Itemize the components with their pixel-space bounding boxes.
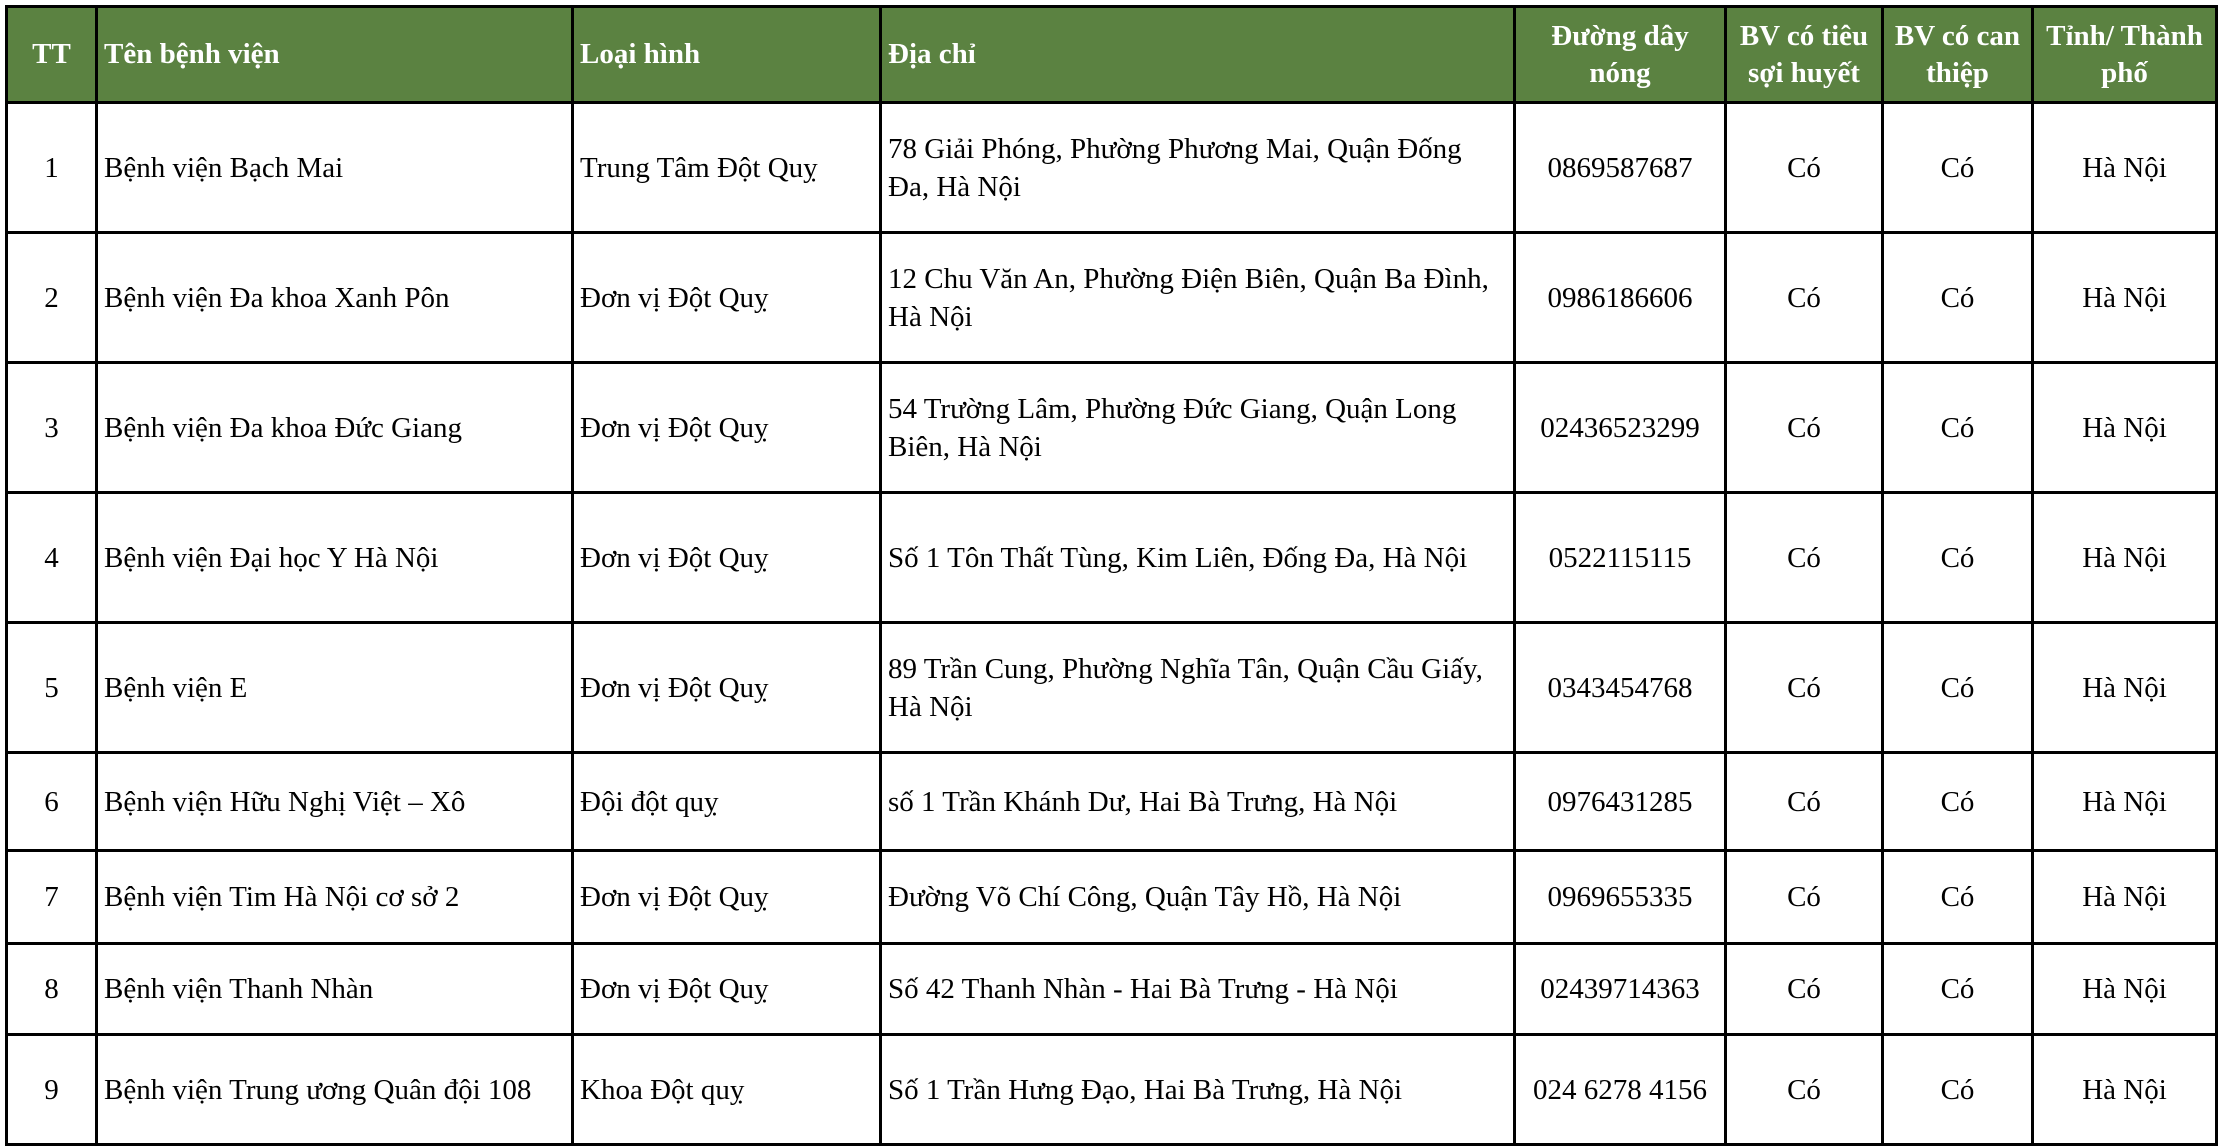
cell-address: 89 Trần Cung, Phường Nghĩa Tân, Quận Cầu Giấy, Hà Nội (881, 623, 1515, 753)
cell-type: Đơn vị Đột Quỵ (573, 233, 881, 363)
cell-name: Bệnh viện Trung ương Quân đội 108 (97, 1035, 573, 1145)
cell-thrombolysis: Có (1726, 944, 1883, 1035)
header-row (7, 7, 2217, 103)
cell-name: Bệnh viện Hữu Nghị Việt – Xô (97, 753, 573, 851)
cell-province: Hà Nội (2033, 851, 2217, 944)
cell-thrombolysis: Có (1726, 753, 1883, 851)
cell-hotline: 02439714363 (1515, 944, 1726, 1035)
cell-type: Đơn vị Đột Quỵ (573, 363, 881, 493)
cell-type: Trung Tâm Đột Quỵ (573, 103, 881, 233)
cell-name: Bệnh viện Đa khoa Đức Giang (97, 363, 573, 493)
cell-name: Bệnh viện Tim Hà Nội cơ sở 2 (97, 851, 573, 944)
cell-name: Bệnh viện E (97, 623, 573, 753)
cell-intervention: Có (1883, 1035, 2033, 1145)
cell-intervention: Có (1883, 944, 2033, 1035)
cell-type: Đơn vị Đột Quỵ (573, 851, 881, 944)
cell-province: Hà Nội (2033, 493, 2217, 623)
cell-address: Đường Võ Chí Công, Quận Tây Hồ, Hà Nội (881, 851, 1515, 944)
cell-tt: 9 (7, 1035, 97, 1145)
cell-address: Số 1 Tôn Thất Tùng, Kim Liên, Đống Đa, Hà Nội (881, 493, 1515, 623)
cell-intervention: Có (1883, 363, 2033, 493)
cell-province: Hà Nội (2033, 753, 2217, 851)
cell-type: Đội đột quỵ (573, 753, 881, 851)
header-type: Loại hình (573, 7, 881, 103)
cell-intervention: Có (1883, 233, 2033, 363)
cell-tt: 7 (7, 851, 97, 944)
cell-thrombolysis: Có (1726, 623, 1883, 753)
table-row (7, 493, 2217, 623)
cell-address: Số 42 Thanh Nhàn - Hai Bà Trưng - Hà Nội (881, 944, 1515, 1035)
cell-hotline: 024 6278 4156 (1515, 1035, 1726, 1145)
cell-province: Hà Nội (2033, 623, 2217, 753)
table-row (7, 233, 2217, 363)
cell-intervention: Có (1883, 753, 2033, 851)
header-name: Tên bệnh viện (97, 7, 573, 103)
cell-address: 12 Chu Văn An, Phường Điện Biên, Quận Ba Đình, Hà Nội (881, 233, 1515, 363)
header-address: Địa chỉ (881, 7, 1515, 103)
cell-intervention: Có (1883, 851, 2033, 944)
cell-thrombolysis: Có (1726, 851, 1883, 944)
table-row (7, 363, 2217, 493)
cell-hotline: 0522115115 (1515, 493, 1726, 623)
cell-thrombolysis: Có (1726, 233, 1883, 363)
cell-address: 54 Trường Lâm, Phường Đức Giang, Quận Long Biên, Hà Nội (881, 363, 1515, 493)
cell-province: Hà Nội (2033, 1035, 2217, 1145)
cell-name: Bệnh viện Đại học Y Hà Nội (97, 493, 573, 623)
table-header (7, 7, 2217, 103)
cell-province: Hà Nội (2033, 233, 2217, 363)
cell-intervention: Có (1883, 103, 2033, 233)
cell-tt: 8 (7, 944, 97, 1035)
table-row (7, 944, 2217, 1035)
cell-hotline: 0869587687 (1515, 103, 1726, 233)
cell-tt: 5 (7, 623, 97, 753)
cell-tt: 6 (7, 753, 97, 851)
header-tt: TT (7, 7, 97, 103)
cell-hotline: 0969655335 (1515, 851, 1726, 944)
cell-intervention: Có (1883, 493, 2033, 623)
cell-tt: 4 (7, 493, 97, 623)
cell-address: số 1 Trần Khánh Dư, Hai Bà Trưng, Hà Nội (881, 753, 1515, 851)
cell-province: Hà Nội (2033, 363, 2217, 493)
cell-province: Hà Nội (2033, 944, 2217, 1035)
hospital-table (5, 5, 2218, 1146)
cell-type: Đơn vị Đột Quỵ (573, 623, 881, 753)
cell-type: Khoa Đột quỵ (573, 1035, 881, 1145)
cell-name: Bệnh viện Đa khoa Xanh Pôn (97, 233, 573, 363)
cell-thrombolysis: Có (1726, 1035, 1883, 1145)
table-row (7, 103, 2217, 233)
cell-intervention: Có (1883, 623, 2033, 753)
table-body (7, 103, 2217, 1145)
cell-tt: 1 (7, 103, 97, 233)
table-row (7, 753, 2217, 851)
header-thrombolysis: BV có tiêu sợi huyết (1726, 7, 1883, 103)
table-row (7, 623, 2217, 753)
cell-thrombolysis: Có (1726, 363, 1883, 493)
cell-hotline: 0343454768 (1515, 623, 1726, 753)
header-hotline: Đường dây nóng (1515, 7, 1726, 103)
cell-thrombolysis: Có (1726, 493, 1883, 623)
cell-tt: 3 (7, 363, 97, 493)
cell-hotline: 0986186606 (1515, 233, 1726, 363)
cell-address: 78 Giải Phóng, Phường Phương Mai, Quận Đống Đa, Hà Nội (881, 103, 1515, 233)
header-province: Tỉnh/ Thành phố (2033, 7, 2217, 103)
cell-address: Số 1 Trần Hưng Đạo, Hai Bà Trưng, Hà Nội (881, 1035, 1515, 1145)
table-row (7, 851, 2217, 944)
cell-name: Bệnh viện Bạch Mai (97, 103, 573, 233)
cell-hotline: 0976431285 (1515, 753, 1726, 851)
cell-thrombolysis: Có (1726, 103, 1883, 233)
cell-name: Bệnh viện Thanh Nhàn (97, 944, 573, 1035)
cell-tt: 2 (7, 233, 97, 363)
cell-province: Hà Nội (2033, 103, 2217, 233)
cell-hotline: 02436523299 (1515, 363, 1726, 493)
header-intervention: BV có can thiệp (1883, 7, 2033, 103)
table-row (7, 1035, 2217, 1145)
cell-type: Đơn vị Đột Quỵ (573, 944, 881, 1035)
cell-type: Đơn vị Đột Quỵ (573, 493, 881, 623)
